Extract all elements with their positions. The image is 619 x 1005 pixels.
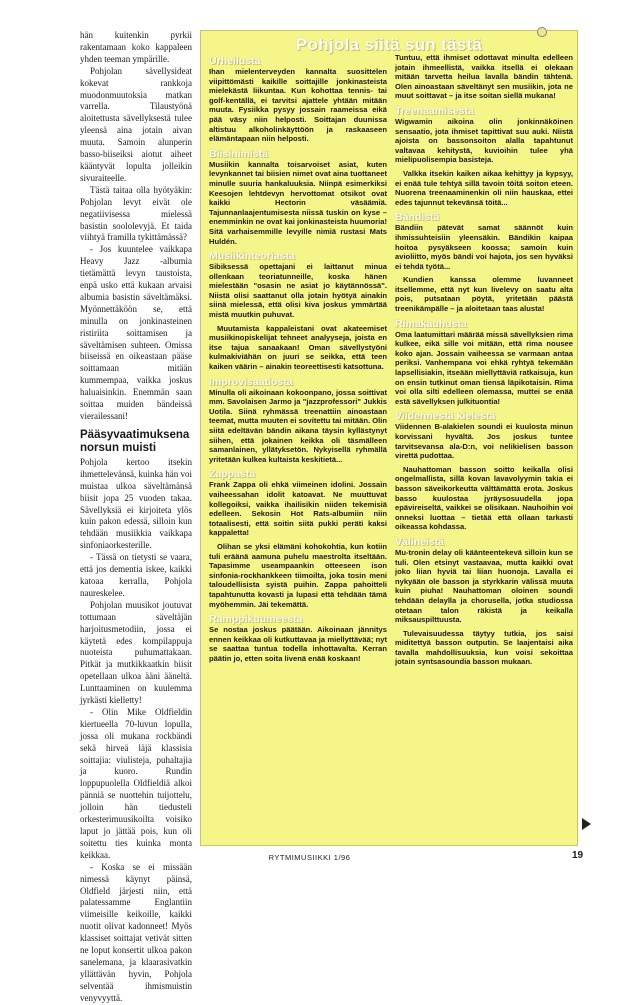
box-section-paragraph: Tulevaisuudessa täytyy tutkia, jos saisi miditettyä basson outputin. Se laajentaisi aika tavalla mahdollisuuksia, kun voisi sekoittaa jotain syntsasoundia basson mukaan. <box>395 628 573 667</box>
page-number: 19 <box>572 850 584 861</box>
box-section-paragraph: Muutamista kappaleistani ovat akateemiset musiikinopiskelijat tehneet analyyseja, joista en itse tajua sanaakaan! Oman sävellystyöni kulmakiviähän on juuri se seikka, että teen kaiken väärin – ainakin teoreettisesti katsottuna. <box>209 323 387 372</box>
left-subheading: Pääsyvaatimuksena norsun muisti <box>80 428 190 454</box>
box-section-heading: Bändistä <box>395 211 440 224</box>
continue-arrow-icon <box>582 818 591 830</box>
box-section-heading: Treenaamisesta <box>395 104 474 117</box>
left-paragraph: Pohjolan muusikot joutuvat tottumaan säveltäjän harjoitusmetodiin, jossa ei käytetä edes kompilappuja nuoteista puhumattakaan. Pitkät ja mutkikkaatkin biisit opetellaan ulkoa ääni ääneltä. Lunttaaminen on kuulemma jyrkästi kielletty! <box>80 599 192 706</box>
left-paragraph: hän kuitenkin pyrkii rakentamaan koko kappaleen yhden teeman ympärille. <box>80 30 192 64</box>
left-paragraph: - Koska se ei missään nimessä käynyt päinsä, Oldfield järjesti niin, että palatessamme Englantiin viimeisille keikoille, kaikki nuotit olivat kadonneet! Myös klassiset soittajat vetivät sitten ne loput konsertit ulkoa pakon sanelemana, ja klaarasivatkin yllättävän hyvin, Pohjola selventää ihmismuistin venyvyyttä. <box>80 861 192 1003</box>
box-section-paragraph: Ihan mielenterveyden kannalta suosittelen viipittömästi kaikille soittajille jonkinasteista mielekästä liikuntaa. Kun kohottaa tennis- tai golf-kentällä, ei tarvitsi ajattele yhtään mitään muuta. Fysiikka pysyy jossain raameissa eikä pää väsy niin helposti. Soittajan duunissa altistuu alkoholinkäyttöön ja raskaaseen elämäntapaan niin helposti. <box>209 67 387 144</box>
box-section-paragraph: Olihan se yksi elämäni kohokohtia, kun kotiin tuli eräänä aamuna puhelu maestrolta itseltään. Tapasimme useampaankin otteeseen ison sinfonia-rockhankkeen tiimoilta, joka tosin meni taloudellisista syistä puihin. Zappa pahoitteli tapahtunutta kovasti ja lupasi että tehdään tämä myöhemmin. Jäi tekemättä. <box>209 541 387 609</box>
box-section-paragraph: Se nostaa joskus päätään. Aikoinaan jännitys ennen keikkaa oli kutkuttavaa ja miellyttävää; nyt se saattaa tuntua todella inhottavalta. Kerran päätin jo, etten soita livenä enää koskaan! <box>209 625 387 663</box>
left-paragraph: Pohjola kertoo itsekin ihmettelevänsä, kuinka hän voi muistaa ulkoa säveltämänsä biisit jopa 25 vuoden takaa. Sävellyksiä ei kirjoiteta ylös kuin pakon edessä, silloin kun tehdään musiikkia vaikkapa sinfoniaorkesterille. <box>80 456 192 551</box>
left-paragraph: - Tässä on tietysti se vaara, että jos dementia iskee, kaikki katoaa kerralla, Pohjola naureskelee. <box>80 552 192 598</box>
box-section-heading: Rimakauhusta <box>395 317 467 330</box>
box-section-heading: Välineistä <box>395 535 445 548</box>
box-section-paragraph: Oma laatumittari määrää missä sävellyksien rima kulkee, eikä sille voi mitään, että rima nousee koko ajan. Jossain vaiheessa se varmaan antaa periksi. Vanhempana voi ehkä ryhtyä tekemään lapsellisiakin, itseään miellyttäviä ratkaisuja, kun on ensin tutkinut oman tiensä läpikotaisin. Rima voi olla silti edelleen olemassa, muttei se enää estä sävellyksen julkituontia! <box>395 329 573 406</box>
box-section-paragraph: Mu-tronin delay oli käänteentekevä silloin kun se tuli. Olen etsinyt vastaavaa, mutta kaikki ovat joko liian hyviä tai liian huonoja. Lavalla ei nykyään ole basson ja styrkkarin välissä muuta kuin piuha! Nauhattoman oloinen soundi tehdään delaylla ja chorusella, jotka studiossa otetaan talon räkistä ja keikalla miksauspilttuusta. <box>395 547 573 625</box>
box-section-heading: Biisinimistä <box>209 147 268 160</box>
box-section-paragraph: Sibiksessä opettajani ei laittanut minua ollenkaan teoriatunneille, koska hänen mielestään "osasin ne asiat jo käytännössä". Niistä olisi saattanut olla jotain hyötyä ainakin siinä mielessä, että olisi kiva joskus ymmärtää mistä muutkin puhuvat. <box>209 262 387 320</box>
box-section-heading: Improvisaatiosta <box>209 375 293 388</box>
box-section-heading: Ramppikuumeesta <box>209 613 303 626</box>
box-section-paragraph: Viidennen B-alakielen soundi ei kuulosta minun korvissani hyvältä. Jos joskus tuntee tarvitsevansa ala-D:n, voi nelikielisen basson virettä pudottaa. <box>395 422 573 461</box>
box-section-paragraph: Kundien kanssa olemme luvanneet itsellemme, että nyt kun livelevy on saatu alta pois, putsataan pöytä, yritetään päästä treenikämpälle – ja aloitetaan taas alusta! <box>395 275 573 314</box>
box-section-heading: Zappasta <box>209 468 256 481</box>
box-section-heading: Urheilusta <box>209 55 261 67</box>
left-paragraph: Pohjolan sävellysideat kokevat rankkoja muodonmuutoksia matkan varrella. Tilaustyönä aloitettusta sävellyksestä tulee yleensä aina jotain aivan muuta. Samoin alunperin basso-biiseiksi aiotut aiheet kääntyvät lopulta jolleikin sivuraiteelle. <box>80 65 192 183</box>
left-paragraph: - Olin Mike Oldfieldin kiertueella 70-luvun lopulla, jossa oli mukana rockbändi sekä hirveä läjä klassisia soittajia: viulisteja, puhaltajia ja kuoro. Rundin loppupuolella Oldfieldiä alkoi pänniä se nuottehin tuijottelu, jolloin hän tiedusteli orkesterimuusikoilta voisiko laput jo jättää pois, kun oli soitettu ties kuinka monta keikkaa. <box>80 706 192 860</box>
sidebar-box <box>200 30 578 846</box>
box-section-paragraph: Valkka itsekin kaiken aikaa kehittyy ja kypsyy, ei enää tule tehtyä sillä tavoin töitä soiton eteen. Nuorena treenaaminenkin oli niin hauskaa, ettei edes tajunnut tekevänsä töitä... <box>395 168 573 207</box>
box-section-paragraph: Frank Zappa oli ehkä viimeinen idolini. Jossain vaiheessahan idolit katoavat. Ne muuttuvat kollegoiksi, vaikka ihailisikin niiden tekemisiä edelleen. Sekosin Hot Rats-albumiin niin totaalisesti, että soitin siitä pukki peräti kaksi kappaletta! <box>209 480 387 538</box>
left-paragraph: - Jos kuuntelee vaikkapa Heavy Jazz -albumia tietämättä levyn taustoista, enpä usko että kukaan arvaisi albumia basistin säveltämäksi. Myönnettäköön se, että minulla on jonkinasteinen ristiriita soittamisen ja säveltämisen suhteen. Omissa biiseissä en oikeastaan pääse soittamaan mitään kummempaa, vaikka joskus haluaisinkin. Enemmän saan soittaa muiden bändeissä vierailessani! <box>80 244 192 421</box>
box-section-heading: Musiikinteoriasta <box>209 250 295 263</box>
corner-dot-icon <box>537 27 547 37</box>
box-section-paragraph: Minulla oli aikoinaan kokoonpano, jossa soittivat mm. Savolaisen Jarmo ja "jazzprofessori" Jukkis Uotila. Siinä ryhmässä treenattiin ainoastaan teemat, mutta muuten ei sovitettu tai mitään. Olin siitä edeltävän bändin aikana täysin kyllästynyt siihen, että jokainen keikka oli täsmälleen samanlainen, yllätyksetön. Nykyisellä ryhmällä yritetään kulkea kultaista keskitietä... <box>209 387 387 464</box>
box-column-right <box>395 53 573 671</box>
magazine-footer: RYTMIMUSIIKKI 1/96 <box>268 853 351 862</box>
box-section-heading: Viidennestä kielestä <box>395 410 496 423</box>
box-section-paragraph: Wigwamin aikoina olin jonkinnäköinen sensaatio, jota ihmiset tapittivat suu auki. Niistä ajoista on bassonsoiton alalla tapahtunut valtavaa kehitystä, kuvioihin tulee yhä mielipuolisempia basisteja. <box>395 116 573 165</box>
left-paragraph: Tästä taitaa olla hyötyäkin: Pohjolan levyt eivät ole negatiivisessa mielessä basistin soololevyjä. Et taida viihtyä framilla tykittämässä? <box>80 184 192 243</box>
box-column-left <box>209 53 387 667</box>
box-section-paragraph: Musiikin kannalta toisarvoiset asiat, kuten levynkannet tai biisien nimet ovat aina tuottaneet minulle suuria hankaluuksia. Niinpä esimerkiksi Keesojen lehtdevyn hervottomat otsikot ovat kaikki Hectorin väsäämiä. Tajunnanlaajentumisesta niissä tuskin on kyse – enemminkin ne ovat kai jonkinasteista huumoria! Sitä varhaisemmille levyille nimiä rustasi Mats Huldén. <box>209 159 387 246</box>
box-section-paragraph: Bändiin pätevät samat säännöt kuin ihmissuhteisiin yleensäkin. Bändikin kaipaa hoitoa pysyäkseen koossa; samoin kuin avioliitto, myös bändi voi hajota, jos sen hyväksi ei tehdä työtä... <box>395 223 573 271</box>
box-title: Pohjola siitä sun tästä <box>295 35 483 54</box>
box-section-paragraph: Nauhattoman basson soitto keikalla olisi ongelmallista, sillä kovan lavavolyymin takia ei basson säveikorkeutta välttämättä erota. Joskus basso kuulostaa jyräysosuudella jopa epävireiseltä, vaikkei se olisikaan. Nauhoihin voi onneksi luottaa – tietää että ollaan tarkasti oikeassa kohdassa. <box>395 464 573 532</box>
box-section-paragraph: Tuntuu, että ihmiset odottavat minulta edelleen jotain ihmeellistä, vaikka itsellä ei olekaan mitään tarvetta heilua lavalla bändin tähtenä. Olen ainoastaan säveltänyt sen musiikin, jota ne muut soittavat – ja itse soitan siellä mukana! <box>395 53 573 101</box>
